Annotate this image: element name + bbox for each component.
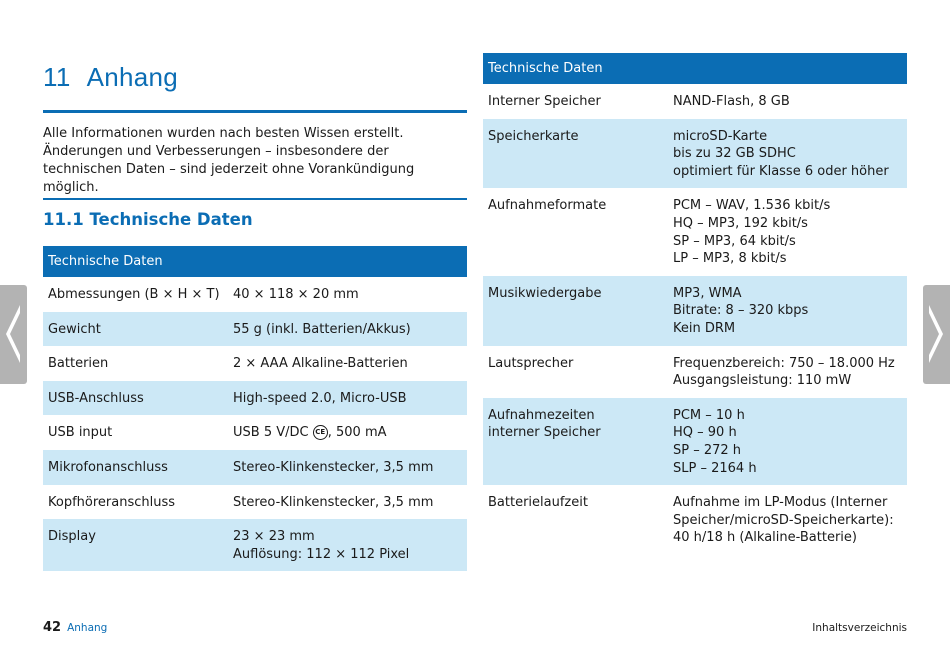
- usb-input-voltage: USB 5 V/DC: [233, 425, 309, 441]
- spec-label: Kopfhöreranschluss: [43, 485, 228, 520]
- spec-table-right: [483, 53, 907, 555]
- table-row: [483, 276, 907, 346]
- spec-label: Batterielaufzeit: [483, 485, 668, 555]
- table-row: [483, 398, 907, 485]
- title-divider: [43, 110, 467, 113]
- spec-value: High-speed 2.0, Micro-USB: [228, 381, 467, 416]
- usb-input-current: , 500 mA: [327, 425, 387, 441]
- spec-table-left: [43, 246, 467, 571]
- table-header: Technische Daten: [483, 53, 907, 84]
- spec-value: NAND-Flash, 8 GB: [668, 84, 907, 119]
- section-number: 11.1: [43, 210, 84, 229]
- spec-value: 23 × 23 mm Auflösung: 112 × 112 Pixel: [228, 519, 467, 571]
- spec-value: Stereo-Klinkenstecker, 3,5 mm: [228, 485, 467, 520]
- spec-value: PCM – WAV, 1.536 kbit/s HQ – MP3, 192 kbit/s SP – MP3, 64 kbit/s LP – MP3, 8 kbit/s: [668, 188, 907, 275]
- spec-value: 55 g (inkl. Batterien/Akkus): [228, 312, 467, 347]
- spec-label: Display: [43, 519, 228, 571]
- table-row: [483, 84, 907, 119]
- table-row: [43, 450, 467, 485]
- spec-value: Stereo-Klinkenstecker, 3,5 mm: [228, 450, 467, 485]
- spec-label: Interner Speicher: [483, 84, 668, 119]
- section-name: Technische Daten: [89, 210, 253, 229]
- spec-label: Aufnahmeformate: [483, 188, 668, 275]
- next-page-button[interactable]: [923, 285, 950, 384]
- spec-label: USB-Anschluss: [43, 381, 228, 416]
- spec-value: 40 × 118 × 20 mm: [228, 277, 467, 312]
- spec-label: Mikrofonanschluss: [43, 450, 228, 485]
- table-row: [483, 485, 907, 555]
- spec-label: Abmessungen (B × H × T): [43, 277, 228, 312]
- spec-value: [228, 415, 467, 450]
- spec-label: USB input: [43, 415, 228, 450]
- chevron-left-icon: [4, 303, 22, 365]
- chevron-right-icon: [927, 303, 945, 365]
- spec-label: Aufnahmezeiten interner Speicher: [483, 398, 668, 485]
- spec-label: Gewicht: [43, 312, 228, 347]
- table-header: Technische Daten: [43, 246, 467, 277]
- spec-label: Batterien: [43, 346, 228, 381]
- intro-paragraph: Alle Informationen wurden nach besten Wissen erstellt. Änderungen und Verbesserungen – insbesondere der technischen Daten – sind jederzeit ohne Vorankündigung möglich.: [43, 126, 415, 195]
- table-row: [43, 312, 467, 347]
- chapter-name: Anhang: [86, 62, 179, 92]
- spec-label: Speicherkarte: [483, 119, 668, 189]
- spec-label: Lautsprecher: [483, 346, 668, 398]
- section-title: [43, 210, 253, 229]
- spec-value: Frequenzbereich: 750 – 18.000 Hz Ausgangsleistung: 110 mW: [668, 346, 907, 398]
- footer-left: [43, 620, 107, 635]
- table-row: [483, 346, 907, 398]
- previous-page-button[interactable]: [0, 285, 27, 384]
- footer-section-link[interactable]: Anhang: [67, 622, 108, 634]
- spec-value: Aufnahme im LP-Modus (Interner Speicher/microSD-Speicherkarte): 40 h/18 h (Alkaline-Batterie): [668, 485, 907, 555]
- table-row: [43, 485, 467, 520]
- section-divider: [43, 198, 467, 200]
- table-row: [483, 119, 907, 189]
- chapter-title: [43, 62, 178, 93]
- table-row: [43, 346, 467, 381]
- chapter-number: 11: [43, 62, 71, 92]
- ce-symbol-icon: CE: [313, 425, 328, 440]
- spec-label: Musikwiedergabe: [483, 276, 668, 346]
- page-number: 42: [43, 620, 62, 635]
- table-row: [43, 381, 467, 416]
- table-row: [43, 415, 467, 450]
- spec-value: microSD-Karte bis zu 32 GB SDHC optimiert für Klasse 6 oder höher: [668, 119, 907, 189]
- table-row: [483, 188, 907, 275]
- table-row: [43, 519, 467, 571]
- spec-value: 2 × AAA Alkaline-Batterien: [228, 346, 467, 381]
- table-row: [43, 277, 467, 312]
- spec-value: MP3, WMA Bitrate: 8 – 320 kbps Kein DRM: [668, 276, 907, 346]
- table-of-contents-link[interactable]: Inhaltsverzeichnis: [812, 622, 907, 634]
- spec-value: PCM – 10 h HQ – 90 h SP – 272 h SLP – 2164 h: [668, 398, 907, 485]
